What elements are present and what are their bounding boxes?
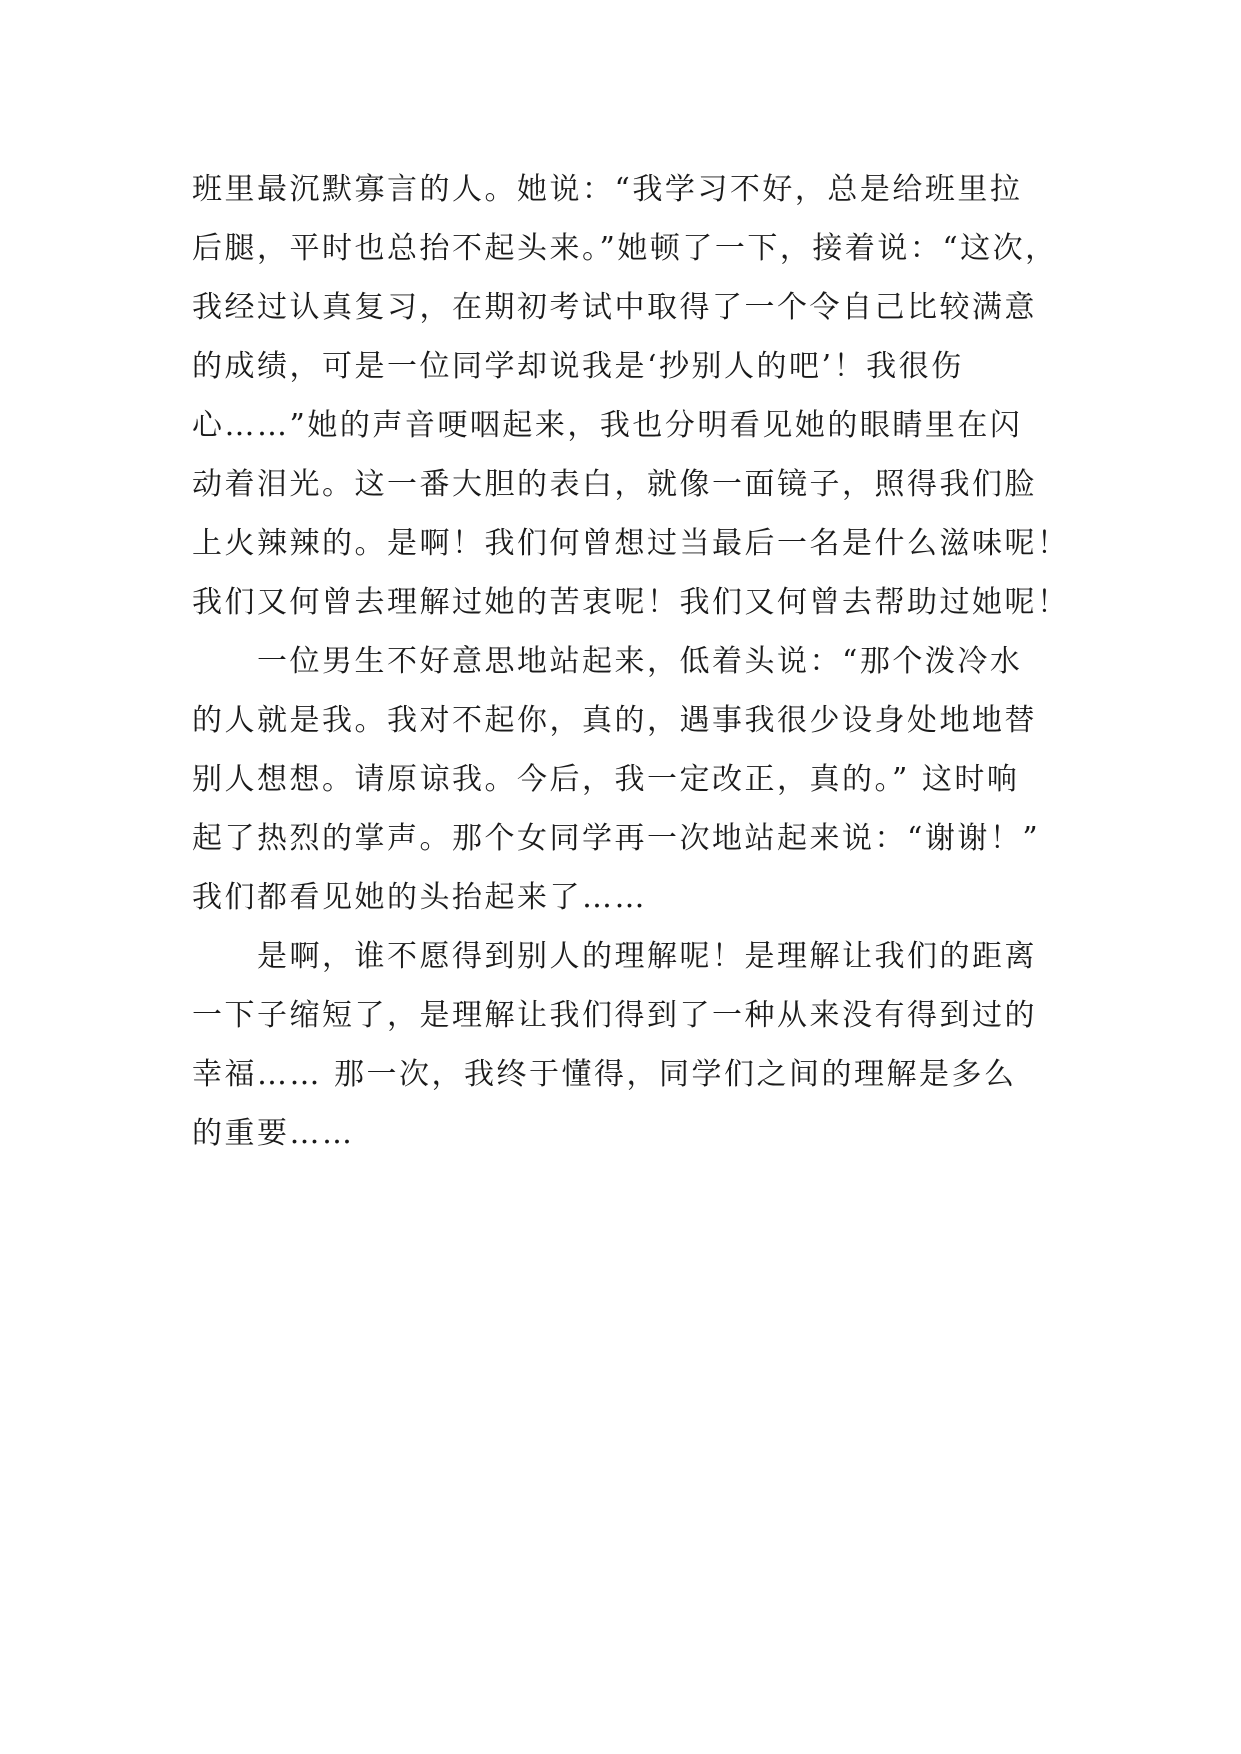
- text-line: 上火辣辣的。是啊！我们何曾想过当最后一名是什么滋味呢！: [192, 526, 1070, 561]
- text-line: 别人想想。请原谅我。今后，我一定改正，真的。” 这时响: [192, 762, 1020, 797]
- text-line: 动着泪光。这一番大胆的表白，就像一面镜子，照得我们脸: [192, 467, 1037, 502]
- text-line: 一位男生不好意思地站起来，低着头说：“那个泼冷水: [192, 644, 1023, 679]
- text-line: 后腿，平时也总抬不起头来。”她顿了一下，接着说：“这次，: [192, 231, 1058, 266]
- text-line: 幸福…… 那一次，我终于懂得，同学们之间的理解是多么: [192, 1057, 1017, 1092]
- essay-text-block: [192, 160, 1092, 1163]
- text-line: 我们又何曾去理解过她的苦衷呢！我们又何曾去帮助过她呢！: [192, 585, 1070, 620]
- text-line: 班里最沉默寡言的人。她说：“我学习不好，总是给班里拉: [192, 172, 1023, 207]
- text-line: 的成绩，可是一位同学却说我是‘抄别人的吧’！我很伤: [192, 349, 964, 384]
- text-line: 我经过认真复习，在期初考试中取得了一个令自己比较满意: [192, 290, 1037, 325]
- text-line: 我们都看见她的头抬起来了……: [192, 880, 647, 915]
- text-line: 的重要……: [192, 1116, 355, 1151]
- text-line: 的人就是我。我对不起你，真的，遇事我很少设身处地地替: [192, 703, 1037, 738]
- text-line: 一下子缩短了，是理解让我们得到了一种从来没有得到过的: [192, 998, 1037, 1033]
- text-line: 起了热烈的掌声。那个女同学再一次地站起来说：“谢谢！”: [192, 821, 1041, 856]
- text-line: 是啊，谁不愿得到别人的理解呢！是理解让我们的距离: [192, 939, 1037, 974]
- text-line: 心……”她的声音哽咽起来，我也分明看见她的眼睛里在闪: [192, 408, 1023, 443]
